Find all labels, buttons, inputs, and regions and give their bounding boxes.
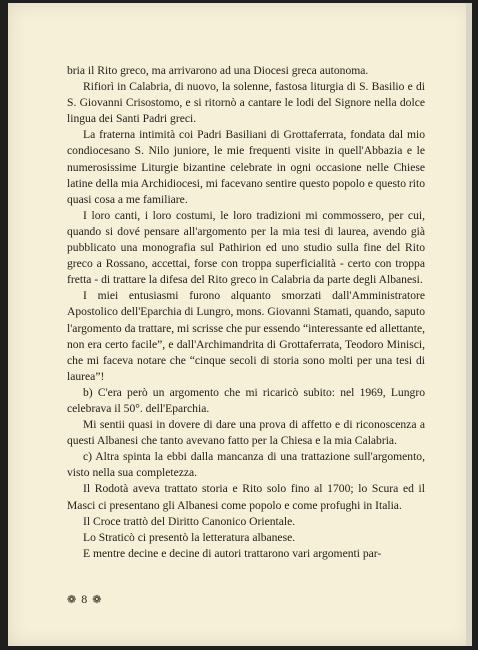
paragraph: La fraterna intimità coi Padri Basiliani di Grottaferrata, fondata dal mio condiocesano S. Nilo juniore, le mie frequenti visite in quell'Abbazia e le numerosissime Liturgie bizantine celebrate in ogni occasione nelle Chiese latine della mia Archidiocesi, mi facevano sentire questo popolo e questo rito quasi cosa a me familiare. [67,128,426,206]
paragraph: Mi sentii quasi in dovere di dare una prova di affetto e di riconoscenza a questi Albanesi che tanto avevano fatto per la Chiesa e la mia Calabria. [67,418,425,448]
paragraph: Il Rodotà aveva trattato storia e Rito solo fino al 1700; lo Scura ed il Masci ci presentano gli Albanesi come popolo e come profughi in Italia. [67,482,425,512]
paragraph: Rifiorì in Calabria, di nuovo, la solenne, fastosa liturgia di S. Basilio e di S. Giovanni Crisostomo, e si ritornò a cantare le lodi del Signore nella dolce lingua dei Santi Padri greci. [67,80,425,126]
page-edge [466,3,472,646]
paragraph: bria il Rito greco, ma arrivarono ad una Diocesi greca autonoma. [67,64,369,77]
page-number: 8 [81,592,88,606]
paragraph: I miei entusiasmi furono alquanto smorzati dall'Amministratore Apostolico dell'Eparchia di Lungro, mons. Giovanni Stamati, quando, saputo l'argomento da trattare, mi scrisse che pur essendo “interessante ed allettante, non era certo facile”, e dall'Archimandrita di Grottaferrata, Teodoro Minisci, che mi faceva notare che “cinque secoli di storia sono molti per una tesi di laurea”! [67,289,425,383]
paragraph: E mentre decine e decine di autori trattarono vari argomenti par- [83,546,382,560]
flower-ornament-icon: ❁ [67,594,77,606]
flower-ornament-icon: ❁ [92,594,102,606]
paragraph: Il Croce trattò del Diritto Canonico Orientale. [83,514,296,528]
paragraph: Lo Straticò ci presentò la letteratura albanese. [83,530,296,544]
page-footer [67,592,101,607]
body-text [67,63,425,562]
paragraph: c) Altra spinta la ebbi dalla mancanza di una trattazione sull'argomento, visto nella sua completezza. [67,450,425,480]
paragraph: b) C'era però un argomento che mi ricaricò subito: nel 1969, Lungro celebrava il 50°. dell'Eparchia. [67,385,425,415]
paragraph: I loro canti, i loro costumi, le loro tradizioni mi commossero, per cui, quando si dové pensare all'argomento per la mia tesi di laurea, avendo già pubblicato una monografia sul Pathirion ed uno studio sulla fine del Rito greco a Rossano, accettai, forse con troppa superficialità - certo con troppa fretta - di trattare la difesa del Rito greco in Calabria da parte degli Albanesi. [67,208,425,287]
